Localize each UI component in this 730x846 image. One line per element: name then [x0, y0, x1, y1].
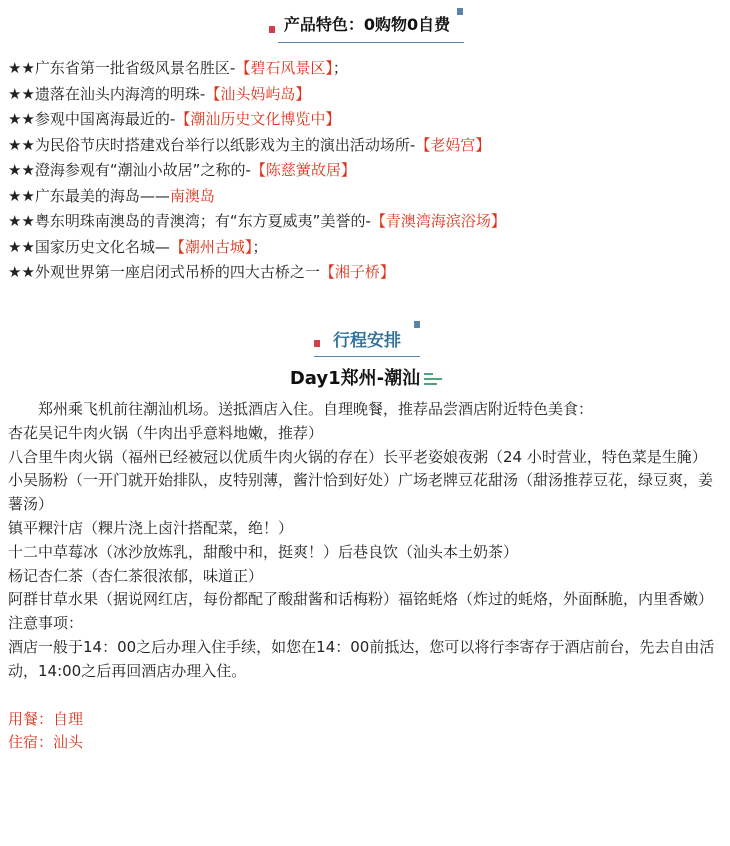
food-recommendation: 小吴肠粉（一开门就开始排队，皮特别薄，酱汁恰到好处）广场老牌豆花甜汤（甜汤推荐豆花，绿豆爽，姜薯汤） [8, 471, 714, 514]
blue-square-decoration [457, 8, 463, 15]
lines-icon [424, 371, 444, 387]
spacer [8, 684, 726, 708]
features-list [8, 56, 506, 286]
meal-info: 用餐：自理 [8, 709, 84, 728]
day-title: Day1郑州-潮汕 [289, 368, 421, 389]
feature-item: ★★国家历史文化名城—【潮州古城】； [8, 237, 268, 256]
food-recommendation: 阿群甘草水果（据说网红店，每份都配了酸甜酱和话梅粉）福铭蚝烙（炸过的蚝烙，外面酥脆，内里香嫩） [8, 590, 714, 609]
day-heading [8, 364, 726, 390]
features-title: 产品特色：0购物0自费 [283, 15, 451, 34]
notice-label: 注意事项： [8, 614, 84, 633]
features-underline [278, 42, 464, 43]
feature-item: ★★澄海参观有“潮汕小故居”之称的-【陈慈黉故居】 [8, 161, 356, 179]
schedule-title: 行程安排 [333, 331, 401, 351]
feature-item: ★★广东最美的海岛——南澳岛 [8, 186, 215, 205]
feature-item: ★★参观中国离海最近的-【潮汕历史文化博览中】 [8, 110, 341, 128]
feature-item: ★★外观世界第一座启闭式吊桥的四大古桥之一【湘子桥】 [8, 263, 395, 281]
food-recommendation: 杨记杏仁茶（杏仁茶很浓郁，味道正） [8, 566, 264, 585]
feature-item: ★★为民俗节庆时搭建戏台举行以纸影戏为主的演出活动场所-【老妈宫】 [8, 135, 491, 154]
notice-text: 酒店一般于14：00之后办理入住手续，如您在14：00前抵达，您可以将行李寄存于酒店前台，先去自由活动，14:00之后再回酒店办理入住。 [8, 637, 715, 680]
food-recommendation: 镇平粿汁店（粿片浇上卤汁搭配菜，绝！） [8, 518, 294, 537]
day-description [8, 398, 726, 755]
stay-info: 住宿：汕头 [8, 733, 84, 752]
blue-square-decoration [414, 321, 420, 328]
food-recommendation: 十二中草莓冰（冰沙放炼乳，甜酸中和，挺爽！）后巷良饮（汕头本土奶茶） [8, 542, 519, 561]
page-content [8, 0, 726, 752]
features-heading [8, 0, 726, 50]
feature-item: ★★粤东明珠南澳岛的青澳湾；有“东方夏威夷”美誉的-【青澳湾海滨浴场】 [8, 212, 506, 230]
intro-paragraph: 郑州乘飞机前往潮汕机场。送抵酒店入住。自理晚餐，推荐品尝酒店附近特色美食： [38, 400, 594, 418]
feature-item: ★★广东省第一批省级风景名胜区-【碧石风景区】； [8, 59, 348, 77]
food-recommendation: 杏花吴记牛肉火锅（牛肉出乎意料地嫩，推荐） [8, 423, 324, 442]
schedule-underline [314, 356, 420, 357]
feature-item: ★★遗落在汕头内海湾的明珠-【汕头妈屿岛】 [8, 84, 311, 103]
food-recommendation: 八合里牛肉火锅（福州已经被冠以优质牛肉火锅的存在）长平老姿娘夜粥（24 小时营业，特色菜是生腌） [8, 447, 707, 466]
schedule-heading [8, 312, 726, 362]
